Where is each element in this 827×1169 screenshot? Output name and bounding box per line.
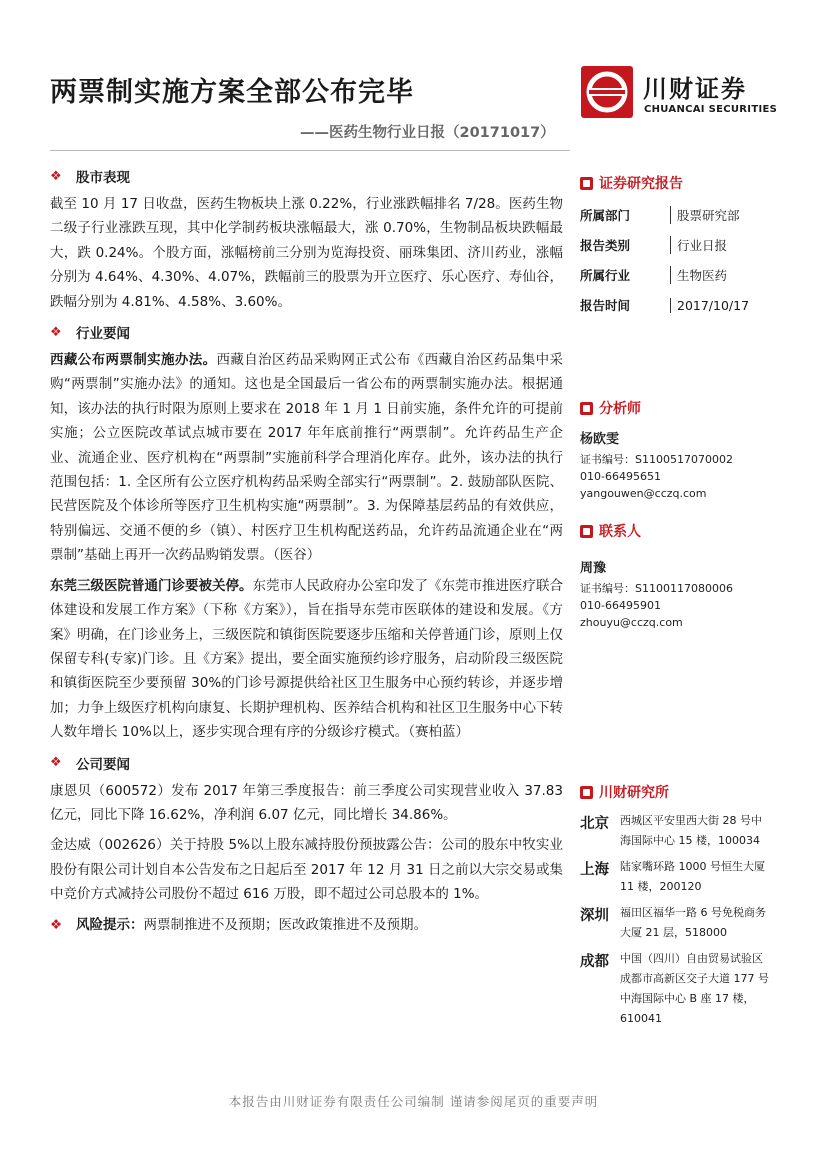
meta-report-date: 报告时间 2017/10/17 — [580, 297, 750, 313]
page-title: 两票制实施方案全部公布完毕 — [50, 77, 414, 108]
office-chengdu: 成都 中国（四川）自由贸易试验区成都市高新区交子大道 177 号中海国际中心 B 座 17 楼，610041 — [580, 952, 769, 1025]
contact-phone: 010-66495901 — [580, 599, 661, 612]
office-beijing: 北京 西城区平安里西大街 28 号中海国际中心 15 楼，100034 — [580, 814, 762, 847]
market-paragraph: 截至 10 月 17 日收盘，医药生物板块上涨 0.22%，行业涨跌幅排名 7/28。医药生物二级子行业涨跌互现，其中化学制药板块涨幅最大，涨 0.70%，生物制品板块跌幅最大，跌 0.24%。个股方面，涨幅榜前三分别为览海投资、丽珠集团、济川药业，涨幅分别为 4.64%、4.30%、4.07%，跌幅前三的股票为开立医疗、乐心医疗、寿仙谷，跌幅分别为 4.81%、4.58%、3.60%。 — [50, 196, 563, 310]
sidebar — [580, 170, 780, 1035]
company-logo — [581, 66, 781, 118]
logo-text-en: CHUANCAI SECURITIES — [644, 104, 778, 115]
meta-industry: 所属行业 生物医药 — [580, 268, 728, 283]
analyst-cert: 证书编号：S1100517070002 — [580, 453, 733, 466]
analyst-phone: 010-66495651 — [580, 470, 661, 483]
industry-news-1: 西藏公布两票制实施办法。西藏自治区药品采购网正式公布《西藏自治区药品集中采购“两票制”实施办法》的通知。这也是全国最后一省公布的两票制实施办法。根据通知，该办法的执行时限为原则上要求在 2018 年 1 月 1 日前实施，条件允许的可提前实施；公立医院改革试点城市要在 2017 年年底前推行“两票制”。允许药品生产企业、流通企业、医疗机构在“两票制”实施前科学合理消化库存。此外，该办法的执行范围包括：1. 全区所有公立医疗机构药品采购全部实行“两票制”。2. 鼓励部队医院、民营医院及个体诊所等医疗卫生机构实施“两票制”。3. 为保障基层药品的有效供应，特别偏远、交通不便的乡（镇）、村医疗卫生机构配送药品，允许药品流通企业在“两票制”基础上再开一次药品购销发票。（医谷） — [50, 352, 563, 564]
meta-report-type: 报告类别 行业日报 — [580, 238, 728, 253]
diamond-bullet-icon: ❖ — [50, 916, 63, 933]
logo-text-cn: 川财证券 — [643, 75, 747, 103]
analyst-card — [580, 429, 780, 502]
company-news-1: 康恩贝（600572）发布 2017 年第三季度报告：前三季度公司实现营业收入 37.83 亿元，同比下降 16.62%，净利润 6.07 亿元，同比增长 34.86%。 — [50, 782, 563, 823]
report-info-heading: 证券研究报告 — [580, 170, 780, 196]
office-shenzhen: 深圳 福田区福华一路 6 号免税商务大厦 21 层，518000 — [580, 906, 766, 939]
section-square-icon — [580, 786, 593, 799]
contact-email[interactable]: zhouyu@cczq.com — [580, 616, 683, 629]
contact-card — [580, 558, 780, 631]
section-square-icon — [580, 402, 593, 415]
company-news-2: 金达威（002626）关于持股 5%以上股东减持股份预披露公告：公司的股东中牧实业股份有限公司计划自本公告发布之日起后至 2017 年 12 月 31 日之前以大宗交易或集中竞价方式减持公司股份不超过 616 万股，即不超过公司总股本的 1%。 — [50, 837, 563, 903]
industry-news-2: 东莞三级医院普通门诊要被关停。东莞市人民政府办公室印发了《东莞市推进医疗联合体建设和发展工作方案》（下称《方案》），旨在指导东莞市医联体的建设和发展。《方案》明确，在门诊业务上，三级医院和镇街医院要逐步压缩和关停普通门诊，原则上仅保留专科(专家)门诊。且《方案》提出，要全面实施预约诊疗服务，启动阶段三级医院和镇街医院至少要预留 30%的门诊号源提供给社区卫生服务中心预约转诊，并逐步增加；力争上级医疗机构向康复、长期护理机构、医养结合机构和社区卫生服务中心下转人数年增长 10%以上，逐步实现合理有序的分级诊疗模式。（赛柏蓝） — [50, 577, 563, 741]
contact-cert: 证书编号：S1100117080006 — [580, 582, 733, 595]
section-square-icon — [580, 177, 593, 190]
institute-heading: 川财研究所 — [580, 779, 780, 805]
logo-mark-icon — [581, 66, 633, 118]
title-divider — [50, 150, 570, 151]
meta-department: 所属部门 股票研究部 — [580, 208, 740, 223]
risk-warning: ❖ 风险提示：两票制推进不及预期；医改政策推进不及预期。 — [50, 913, 563, 937]
section-square-icon — [580, 525, 593, 538]
analyst-heading: 分析师 — [580, 395, 780, 421]
diamond-bullet-icon: ❖ — [50, 755, 62, 771]
main-content — [50, 162, 563, 937]
page-footer: 本报告由川财证券有限责任公司编制 谨请参阅尾页的重要声明 — [228, 1094, 599, 1109]
diamond-bullet-icon: ❖ — [50, 168, 62, 184]
contact-heading: 联系人 — [580, 518, 780, 544]
section-company-heading: ❖ 公司要闻 — [50, 755, 130, 773]
section-market-heading: ❖ 股市表现 — [50, 168, 130, 186]
analyst-name: 杨欧雯 — [580, 432, 620, 447]
contact-name: 周豫 — [580, 561, 607, 576]
office-shanghai: 上海 陆家嘴环路 1000 号恒生大厦 11 楼，200120 — [580, 860, 765, 893]
analyst-email[interactable]: yangouwen@cczq.com — [580, 487, 707, 500]
diamond-bullet-icon: ❖ — [50, 324, 62, 340]
report-subtitle: ——医药生物行业日报（20171017） — [300, 125, 555, 141]
section-industry-heading: ❖ 行业要闻 — [50, 324, 130, 343]
